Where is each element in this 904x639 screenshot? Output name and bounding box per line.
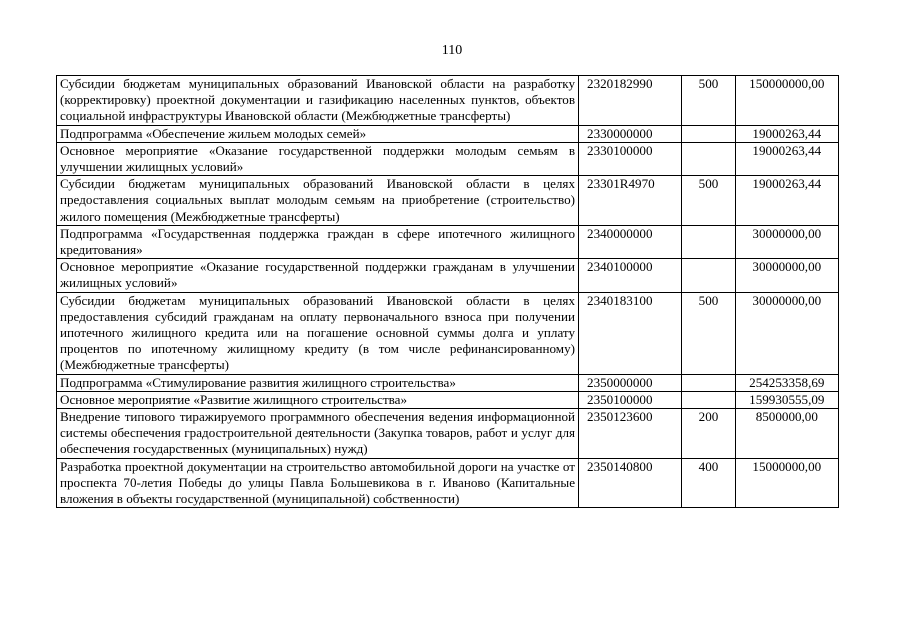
table-row: [57, 76, 839, 126]
row-expense-type: 500: [682, 292, 735, 374]
table-row: [57, 176, 839, 226]
table-row: [57, 391, 839, 408]
table-row: [57, 125, 839, 142]
row-sum: 30000000,00: [735, 259, 838, 292]
table-row: [57, 259, 839, 292]
budget-table: [56, 75, 839, 508]
row-sum: 19000263,44: [735, 125, 838, 142]
row-sum: 150000000,00: [735, 76, 838, 126]
row-expense-type: [682, 225, 735, 258]
row-expense-type: [682, 125, 735, 142]
table-row: [57, 409, 839, 459]
row-code: 2330100000: [579, 142, 682, 175]
table-row: [57, 458, 839, 508]
row-name: Субсидии бюджетам муниципальных образований Ивановской области в целях предоставления социальных выплат молодым семьям на приобретение (строительство) жилого помещения (Межбюджетные трансферты): [57, 176, 579, 226]
row-code: 2350000000: [579, 374, 682, 391]
table-row: [57, 374, 839, 391]
row-sum: 30000000,00: [735, 225, 838, 258]
row-name: Разработка проектной документации на строительство автомобильной дороги на участке от проспекта 70-летия Победы до улицы Павла Большевикова в г. Иваново (Капитальные вложения в объекты государственной (муниципальной) собственности): [57, 458, 579, 508]
table-row: [57, 225, 839, 258]
row-expense-type: [682, 391, 735, 408]
row-name: Внедрение типового тиражируемого программного обеспечения ведения информационной системы обеспечения градостроительной деятельности (Закупка товаров, работ и услуг для обеспечения государственных (муниципальных) нужд): [57, 409, 579, 459]
row-sum: 254253358,69: [735, 374, 838, 391]
row-code: 2340100000: [579, 259, 682, 292]
row-name: Субсидии бюджетам муниципальных образований Ивановской области в целях предоставления субсидий гражданам на оплату первоначального взноса при получении ипотечного жилищного кредита или на погашение основной суммы долга и уплату процентов по ипотечному жилищному кредиту (в том числе рефинансированному) (Межбюджетные трансферты): [57, 292, 579, 374]
row-expense-type: 500: [682, 76, 735, 126]
row-expense-type: [682, 259, 735, 292]
row-sum: 8500000,00: [735, 409, 838, 459]
table-row: [57, 142, 839, 175]
row-code: 2350123600: [579, 409, 682, 459]
row-name: Субсидии бюджетам муниципальных образований Ивановской области на разработку (корректировку) проектной документации и газификацию населенных пунктов, объектов социальной инфраструктуры Ивановской области (Межбюджетные трансферты): [57, 76, 579, 126]
row-name: Основное мероприятие «Развитие жилищного строительства»: [57, 391, 579, 408]
row-code: 2320182990: [579, 76, 682, 126]
row-expense-type: [682, 374, 735, 391]
row-expense-type: 500: [682, 176, 735, 226]
table-row: [57, 292, 839, 374]
row-sum: 159930555,09: [735, 391, 838, 408]
row-name: Основное мероприятие «Оказание государственной поддержки гражданам в улучшении жилищных условий»: [57, 259, 579, 292]
row-code: 2350100000: [579, 391, 682, 408]
row-name: Подпрограмма «Обеспечение жильем молодых семей»: [57, 125, 579, 142]
row-sum: 19000263,44: [735, 142, 838, 175]
page-number: 110: [441, 43, 463, 58]
row-expense-type: 200: [682, 409, 735, 459]
row-sum: 19000263,44: [735, 176, 838, 226]
row-code: 2340183100: [579, 292, 682, 374]
row-code: 2350140800: [579, 458, 682, 508]
row-code: 23301R4970: [579, 176, 682, 226]
row-sum: 15000000,00: [735, 458, 838, 508]
row-name: Подпрограмма «Государственная поддержка граждан в сфере ипотечного жилищного кредитования»: [57, 225, 579, 258]
row-code: 2340000000: [579, 225, 682, 258]
row-code: 2330000000: [579, 125, 682, 142]
row-name: Подпрограмма «Стимулирование развития жилищного строительства»: [57, 374, 579, 391]
row-expense-type: [682, 142, 735, 175]
row-name: Основное мероприятие «Оказание государственной поддержки молодым семьям в улучшении жилищных условий»: [57, 142, 579, 175]
row-expense-type: 400: [682, 458, 735, 508]
row-sum: 30000000,00: [735, 292, 838, 374]
